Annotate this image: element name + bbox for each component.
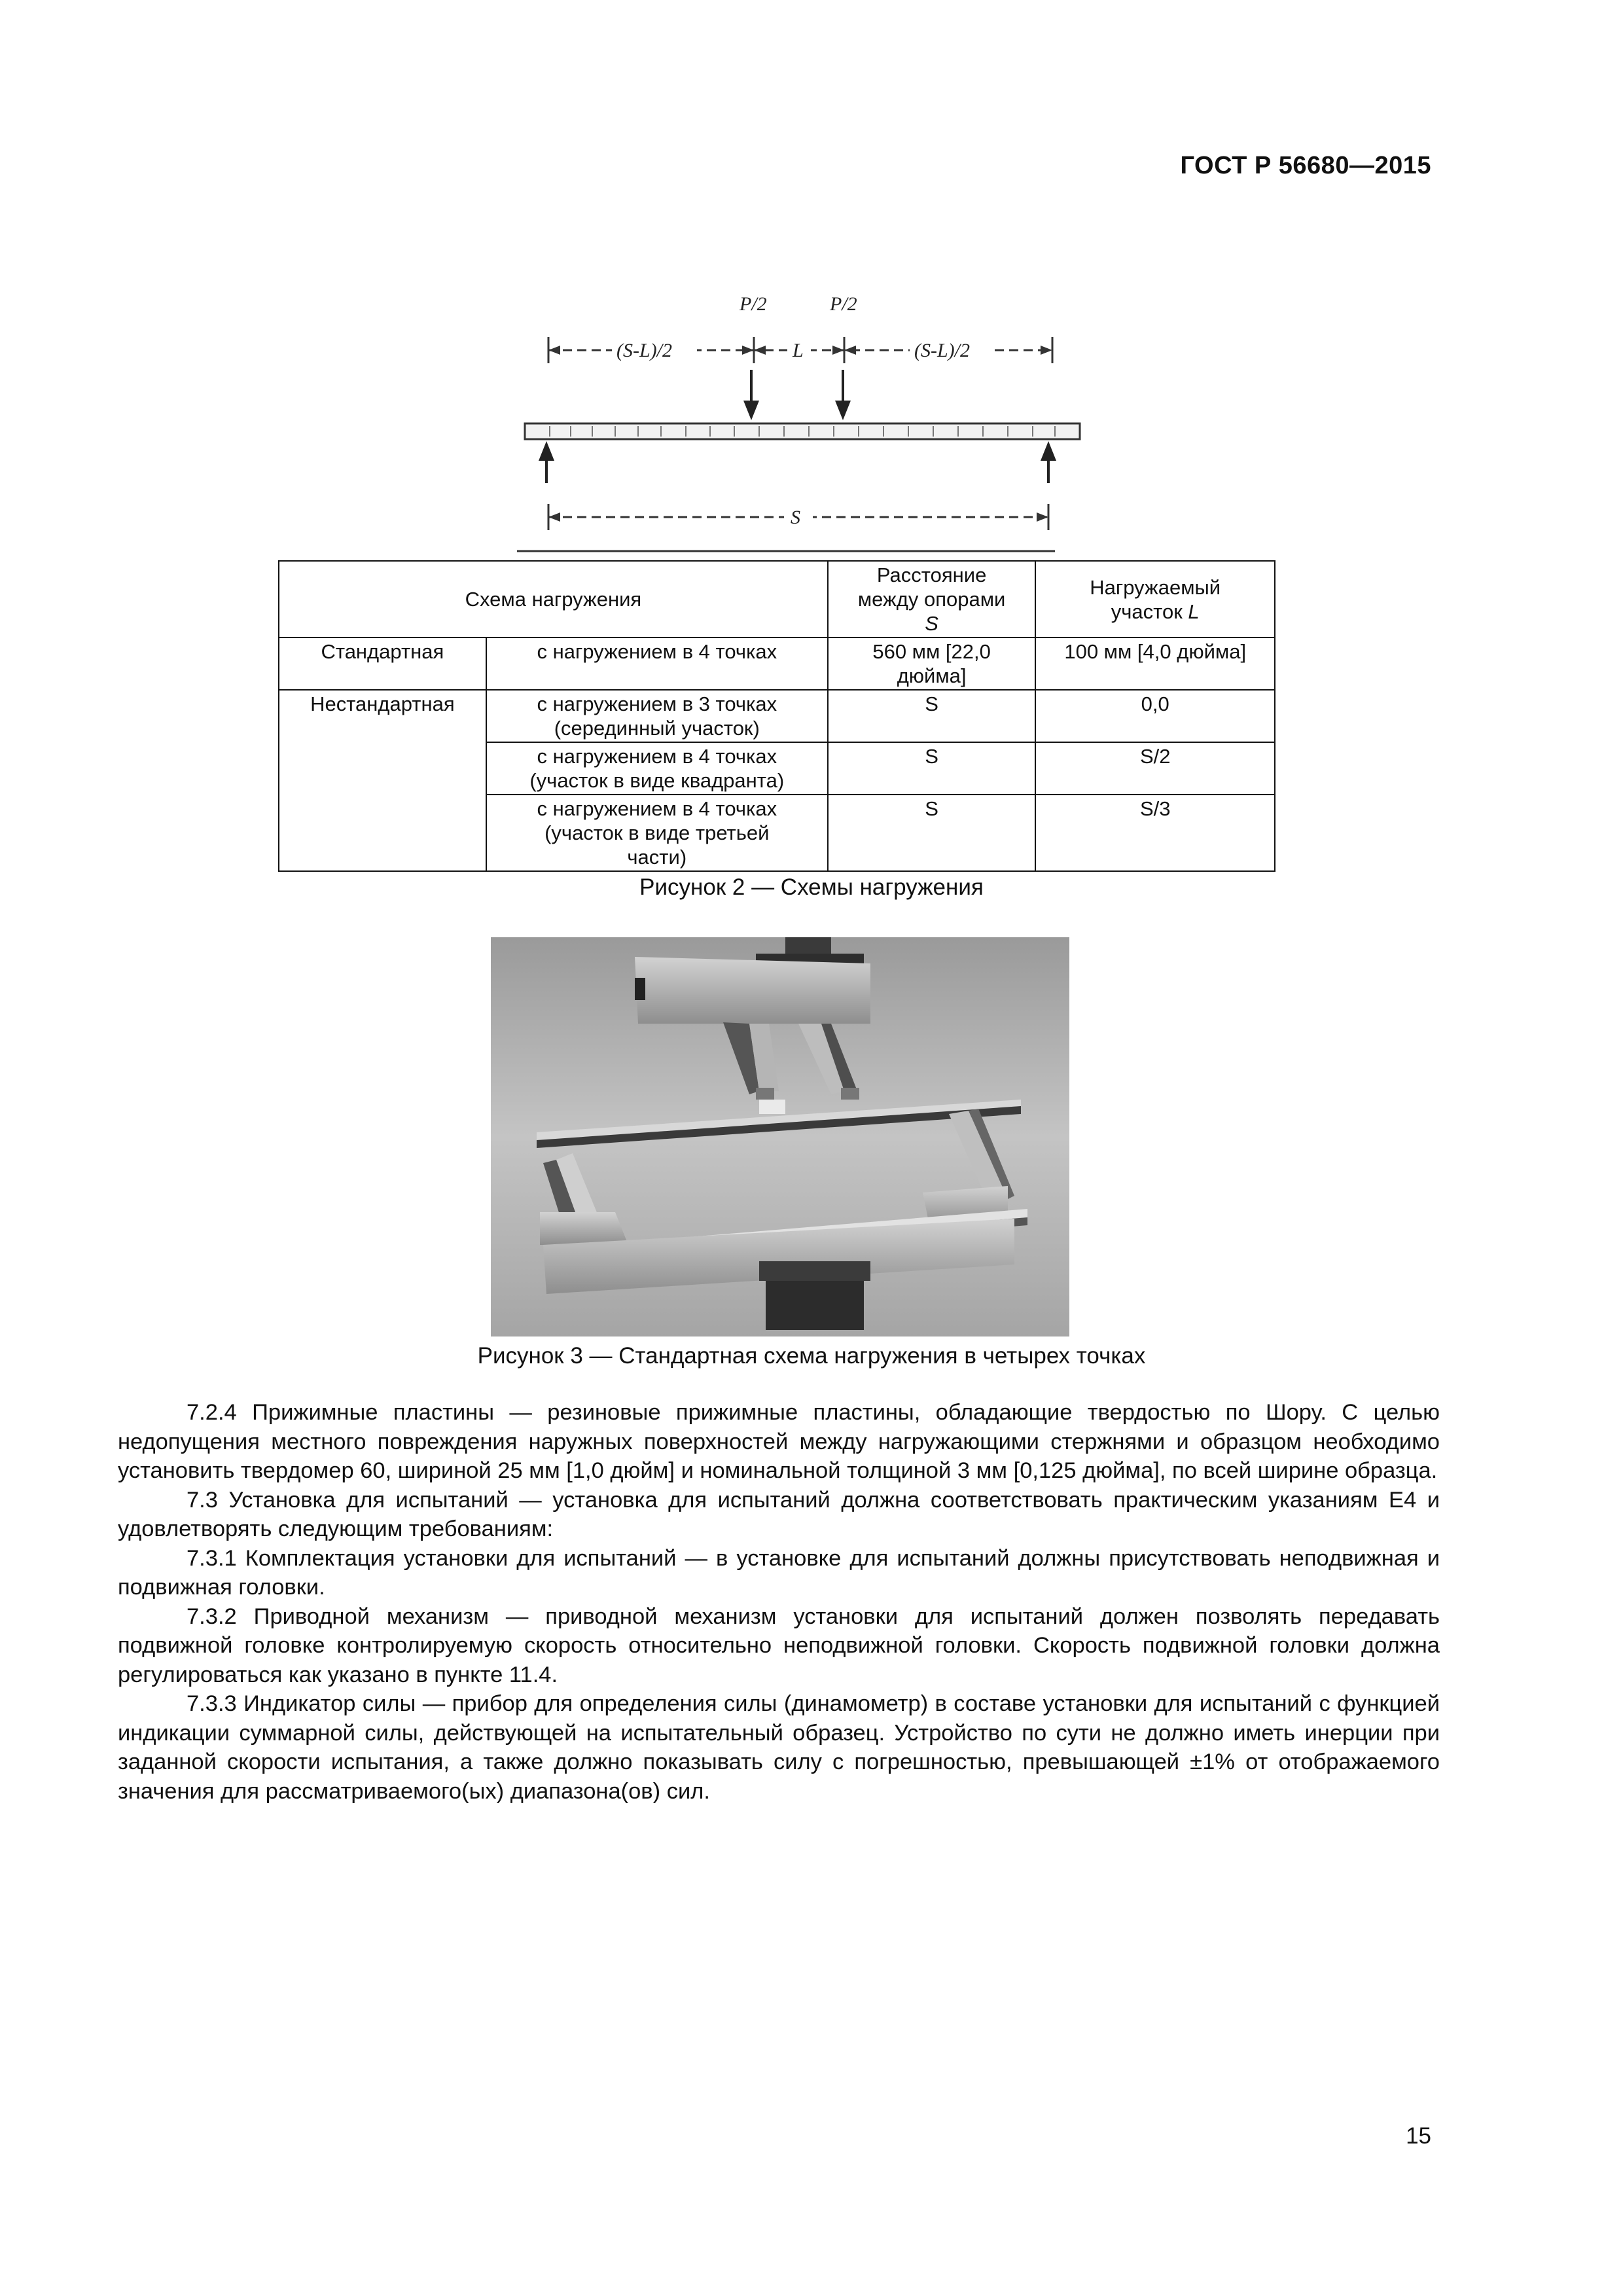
page-number: 15 xyxy=(1406,2123,1431,2149)
paragraph-7-2-4: 7.2.4 Прижимные пластины — резиновые прижимные пластины, обладающие твердостью по Шору. С целью недопущения местного повреждения наружных поверхностей между нагружающими стержнями и образцом необходимо установить твердомер 60, шириной 25 мм [1,0 дюйм] и номинальной толщиной 3 мм [0,125 дюйма], по всей ширине образца. xyxy=(118,1400,1440,1483)
paragraph-7-3-2: 7.3.2 Приводной механизм — приводной механизм установки для испытаний должен позволять передавать подвижной головке контролируемую скорость относительно неподвижной головки. Скорость подвижной головки должна регулироваться как указано в пункте 11.4. xyxy=(118,1604,1440,1687)
row-config xyxy=(486,690,828,742)
row-span: S xyxy=(828,795,1036,871)
four-point-fixture-photo xyxy=(491,937,1069,1336)
row-loaded: S/2 xyxy=(1035,742,1275,795)
row-span xyxy=(828,637,1036,690)
load-label-right: P/2 xyxy=(830,293,857,315)
body-text xyxy=(118,1398,1440,1806)
figure-3-caption: Рисунок 3 — Стандартная схема нагружения в четырех точках xyxy=(477,1343,1146,1369)
row-loaded: 0,0 xyxy=(1035,690,1275,742)
header-loaded xyxy=(1035,561,1275,637)
row-config-line1: с нагружением в 4 точках xyxy=(537,745,777,768)
table-row xyxy=(279,690,1275,742)
row-config-line1: с нагружением в 3 точках xyxy=(537,692,777,715)
header-span-line2: между опорами xyxy=(857,588,1006,611)
header-span-line1: Расстояние xyxy=(876,564,987,586)
row-span-line2: дюйма] xyxy=(897,664,967,687)
row-config-line3: части) xyxy=(627,846,687,869)
paragraph-7-3-1: 7.3.1 Комплектация установки для испытаний — в установке для испытаний должны присутствовать неподвижная и подвижная головки. xyxy=(118,1545,1440,1600)
row-config xyxy=(486,742,828,795)
loading-scheme-diagram xyxy=(504,281,1093,556)
segment-label-mid: L xyxy=(793,340,804,361)
row-config xyxy=(486,795,828,871)
span-label: S xyxy=(791,507,800,528)
row-loaded: S/3 xyxy=(1035,795,1275,871)
header-loaded-symbol: L xyxy=(1188,600,1200,623)
segment-label-left: (S-L)/2 xyxy=(616,340,672,361)
header-scheme: Схема нагружения xyxy=(279,561,828,637)
paragraph-7-3: 7.3 Установка для испытаний — установка для испытаний должна соответствовать практическим указаниям Е4 и удовлетворять следующим требованиям: xyxy=(118,1487,1440,1541)
load-label-left: P/2 xyxy=(740,293,767,315)
header-loaded-line1: Нагружаемый xyxy=(1090,575,1221,599)
segment-label-right: (S-L)/2 xyxy=(914,340,970,361)
table-header-row xyxy=(279,561,1275,637)
figure-2-caption: Рисунок 2 — Схемы нагружения xyxy=(639,874,984,900)
paragraph-7-3-3: 7.3.3 Индикатор силы — прибор для определения силы (динамометр) в составе установки для испытаний с функцией индикации суммарной силы, действующей на испытательный образец. Устройство по сути не должно иметь инерции при заданной скорости испытания, а также должно показывать силу с погрешностью, превышающей ±1% от отображаемого значения для рассматриваемого(ых) диапазона(ов) сил. xyxy=(118,1691,1440,1804)
row-span-line1: 560 мм [22,0 xyxy=(872,640,991,663)
row-config: с нагружением в 4 точках xyxy=(486,637,828,690)
row-config-line2: (серединный участок) xyxy=(554,717,760,740)
row-group: Стандартная xyxy=(279,637,486,690)
document-header: ГОСТ Р 56680—2015 xyxy=(1180,152,1431,179)
row-config-line2: (участок в виде третьей xyxy=(544,821,770,844)
loading-schemes-table xyxy=(278,560,1275,872)
beam xyxy=(525,423,1080,439)
row-span: S xyxy=(828,690,1036,742)
header-loaded-line2 xyxy=(1040,600,1270,624)
header-span-line3: S xyxy=(925,612,938,635)
row-loaded: 100 мм [4,0 дюйма] xyxy=(1035,637,1275,690)
table-row xyxy=(279,637,1275,690)
header-span xyxy=(828,561,1036,637)
row-config-line2: (участок в виде квадранта) xyxy=(529,769,785,792)
row-config-line1: с нагружением в 4 точках xyxy=(537,797,777,820)
header-loaded-word: участок xyxy=(1111,600,1183,623)
row-group: Нестандартная xyxy=(279,690,486,871)
row-span: S xyxy=(828,742,1036,795)
